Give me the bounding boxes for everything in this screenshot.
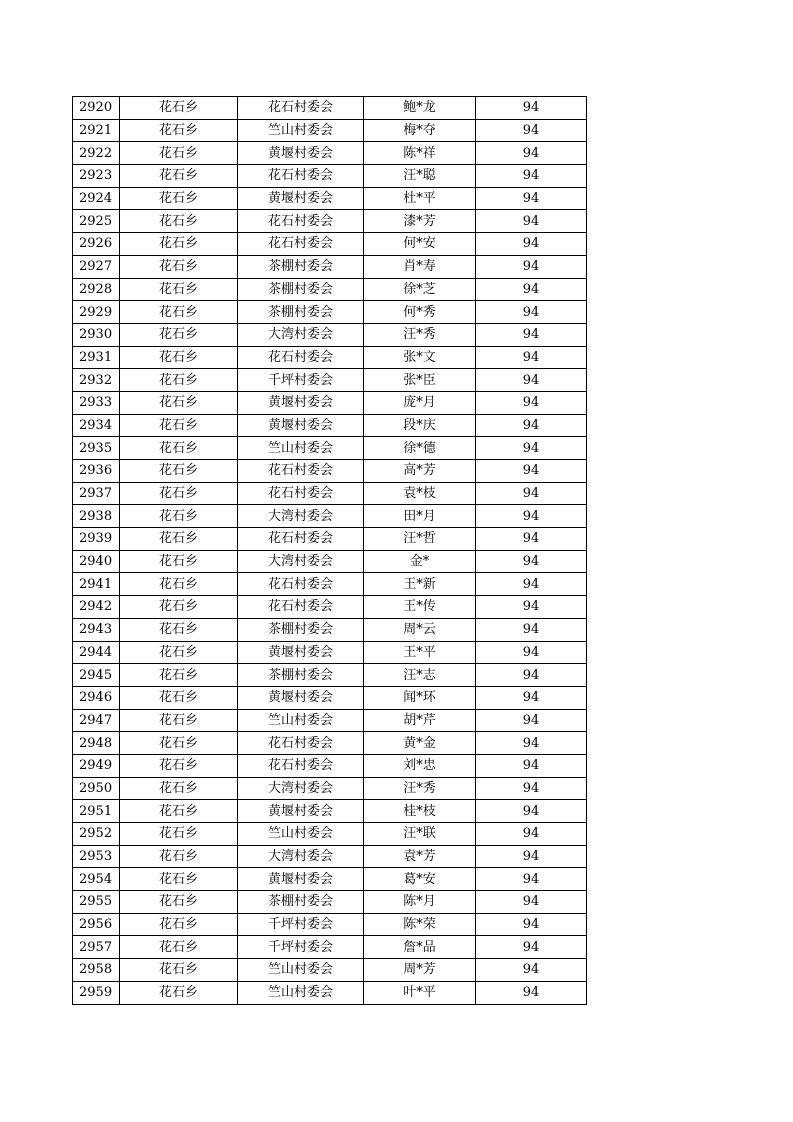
person-name-cell: 汪*聪 bbox=[364, 165, 476, 188]
score-cell: 94 bbox=[476, 301, 587, 324]
row-number-cell: 2954 bbox=[73, 868, 120, 891]
person-name-cell: 漆*芳 bbox=[364, 210, 476, 233]
person-name-cell: 徐*芝 bbox=[364, 278, 476, 301]
score-cell: 94 bbox=[476, 777, 587, 800]
row-number-cell: 2923 bbox=[73, 165, 120, 188]
township-cell: 花石乡 bbox=[120, 255, 238, 278]
score-cell: 94 bbox=[476, 414, 587, 437]
table-row bbox=[73, 142, 587, 165]
row-number-cell: 2925 bbox=[73, 210, 120, 233]
table-row bbox=[73, 981, 587, 1004]
person-name-cell: 叶*平 bbox=[364, 981, 476, 1004]
table-row bbox=[73, 323, 587, 346]
village-committee-cell: 黄堰村委会 bbox=[238, 686, 364, 709]
township-cell: 花石乡 bbox=[120, 142, 238, 165]
township-cell: 花石乡 bbox=[120, 959, 238, 982]
row-number-cell: 2924 bbox=[73, 187, 120, 210]
score-cell: 94 bbox=[476, 891, 587, 914]
table-row bbox=[73, 505, 587, 528]
village-committee-cell: 大湾村委会 bbox=[238, 777, 364, 800]
row-number-cell: 2929 bbox=[73, 301, 120, 324]
person-name-cell: 田*月 bbox=[364, 505, 476, 528]
village-committee-cell: 千坪村委会 bbox=[238, 936, 364, 959]
row-number-cell: 2935 bbox=[73, 437, 120, 460]
score-cell: 94 bbox=[476, 959, 587, 982]
village-committee-cell: 茶棚村委会 bbox=[238, 301, 364, 324]
table-row bbox=[73, 97, 587, 120]
township-cell: 花石乡 bbox=[120, 754, 238, 777]
row-number-cell: 2939 bbox=[73, 528, 120, 551]
table-row bbox=[73, 596, 587, 619]
score-cell: 94 bbox=[476, 732, 587, 755]
score-cell: 94 bbox=[476, 482, 587, 505]
person-name-cell: 何*安 bbox=[364, 233, 476, 256]
township-cell: 花石乡 bbox=[120, 732, 238, 755]
village-committee-cell: 花石村委会 bbox=[238, 165, 364, 188]
township-cell: 花石乡 bbox=[120, 346, 238, 369]
township-cell: 花石乡 bbox=[120, 119, 238, 142]
table-row bbox=[73, 210, 587, 233]
person-name-cell: 段*庆 bbox=[364, 414, 476, 437]
person-name-cell: 肖*寿 bbox=[364, 255, 476, 278]
row-number-cell: 2937 bbox=[73, 482, 120, 505]
township-cell: 花石乡 bbox=[120, 505, 238, 528]
person-name-cell: 周*云 bbox=[364, 618, 476, 641]
score-cell: 94 bbox=[476, 981, 587, 1004]
table-row bbox=[73, 414, 587, 437]
village-committee-cell: 茶棚村委会 bbox=[238, 891, 364, 914]
table-row bbox=[73, 845, 587, 868]
table-row bbox=[73, 709, 587, 732]
score-cell: 94 bbox=[476, 686, 587, 709]
township-cell: 花石乡 bbox=[120, 528, 238, 551]
score-cell: 94 bbox=[476, 664, 587, 687]
person-name-cell: 何*秀 bbox=[364, 301, 476, 324]
township-cell: 花石乡 bbox=[120, 437, 238, 460]
person-name-cell: 陈*月 bbox=[364, 891, 476, 914]
person-name-cell: 汪*秀 bbox=[364, 323, 476, 346]
township-cell: 花石乡 bbox=[120, 460, 238, 483]
row-number-cell: 2952 bbox=[73, 823, 120, 846]
township-cell: 花石乡 bbox=[120, 278, 238, 301]
table-row bbox=[73, 641, 587, 664]
village-committee-cell: 大湾村委会 bbox=[238, 505, 364, 528]
person-name-cell: 刘*忠 bbox=[364, 754, 476, 777]
person-name-cell: 鲍*龙 bbox=[364, 97, 476, 120]
row-number-cell: 2956 bbox=[73, 913, 120, 936]
table-row bbox=[73, 165, 587, 188]
table-row bbox=[73, 732, 587, 755]
score-cell: 94 bbox=[476, 369, 587, 392]
person-name-cell: 陈*荣 bbox=[364, 913, 476, 936]
table-row bbox=[73, 777, 587, 800]
row-number-cell: 2940 bbox=[73, 550, 120, 573]
row-number-cell: 2944 bbox=[73, 641, 120, 664]
village-committee-cell: 花石村委会 bbox=[238, 596, 364, 619]
village-committee-cell: 黄堰村委会 bbox=[238, 187, 364, 210]
township-cell: 花石乡 bbox=[120, 664, 238, 687]
table-row bbox=[73, 754, 587, 777]
village-committee-cell: 花石村委会 bbox=[238, 210, 364, 233]
village-committee-cell: 茶棚村委会 bbox=[238, 255, 364, 278]
person-name-cell: 汪*秀 bbox=[364, 777, 476, 800]
village-committee-cell: 黄堰村委会 bbox=[238, 414, 364, 437]
table-row bbox=[73, 301, 587, 324]
township-cell: 花石乡 bbox=[120, 323, 238, 346]
row-number-cell: 2950 bbox=[73, 777, 120, 800]
score-cell: 94 bbox=[476, 460, 587, 483]
person-name-cell: 庞*月 bbox=[364, 391, 476, 414]
township-cell: 花石乡 bbox=[120, 823, 238, 846]
table-row bbox=[73, 482, 587, 505]
score-cell: 94 bbox=[476, 573, 587, 596]
person-name-cell: 张*文 bbox=[364, 346, 476, 369]
village-committee-cell: 黄堰村委会 bbox=[238, 142, 364, 165]
row-number-cell: 2947 bbox=[73, 709, 120, 732]
table-row bbox=[73, 618, 587, 641]
township-cell: 花石乡 bbox=[120, 573, 238, 596]
row-number-cell: 2951 bbox=[73, 800, 120, 823]
person-name-cell: 葛*安 bbox=[364, 868, 476, 891]
township-cell: 花石乡 bbox=[120, 891, 238, 914]
row-number-cell: 2931 bbox=[73, 346, 120, 369]
table-body bbox=[73, 97, 587, 1005]
village-committee-cell: 黄堰村委会 bbox=[238, 641, 364, 664]
table-row bbox=[73, 528, 587, 551]
row-number-cell: 2959 bbox=[73, 981, 120, 1004]
township-cell: 花石乡 bbox=[120, 550, 238, 573]
township-cell: 花石乡 bbox=[120, 596, 238, 619]
village-committee-cell: 茶棚村委会 bbox=[238, 664, 364, 687]
village-committee-cell: 花石村委会 bbox=[238, 528, 364, 551]
table-row bbox=[73, 255, 587, 278]
village-committee-cell: 花石村委会 bbox=[238, 754, 364, 777]
row-number-cell: 2930 bbox=[73, 323, 120, 346]
row-number-cell: 2946 bbox=[73, 686, 120, 709]
table-row bbox=[73, 346, 587, 369]
row-number-cell: 2932 bbox=[73, 369, 120, 392]
village-committee-cell: 千坪村委会 bbox=[238, 369, 364, 392]
township-cell: 花石乡 bbox=[120, 482, 238, 505]
village-committee-cell: 大湾村委会 bbox=[238, 550, 364, 573]
score-cell: 94 bbox=[476, 709, 587, 732]
township-cell: 花石乡 bbox=[120, 936, 238, 959]
table-row bbox=[73, 868, 587, 891]
score-cell: 94 bbox=[476, 165, 587, 188]
score-cell: 94 bbox=[476, 437, 587, 460]
person-name-cell: 闻*环 bbox=[364, 686, 476, 709]
village-committee-cell: 竺山村委会 bbox=[238, 709, 364, 732]
village-committee-cell: 黄堰村委会 bbox=[238, 868, 364, 891]
township-cell: 花石乡 bbox=[120, 301, 238, 324]
score-cell: 94 bbox=[476, 800, 587, 823]
row-number-cell: 2922 bbox=[73, 142, 120, 165]
table-row bbox=[73, 686, 587, 709]
row-number-cell: 2949 bbox=[73, 754, 120, 777]
person-name-cell: 周*芳 bbox=[364, 959, 476, 982]
village-committee-cell: 竺山村委会 bbox=[238, 959, 364, 982]
table-row bbox=[73, 187, 587, 210]
table-row bbox=[73, 573, 587, 596]
person-name-cell: 杜*平 bbox=[364, 187, 476, 210]
village-committee-cell: 茶棚村委会 bbox=[238, 618, 364, 641]
score-cell: 94 bbox=[476, 528, 587, 551]
table-row bbox=[73, 437, 587, 460]
village-committee-cell: 大湾村委会 bbox=[238, 323, 364, 346]
table-row bbox=[73, 369, 587, 392]
score-cell: 94 bbox=[476, 913, 587, 936]
village-committee-cell: 花石村委会 bbox=[238, 97, 364, 120]
person-name-cell: 王*平 bbox=[364, 641, 476, 664]
person-name-cell: 袁*芳 bbox=[364, 845, 476, 868]
row-number-cell: 2920 bbox=[73, 97, 120, 120]
table-row bbox=[73, 550, 587, 573]
row-number-cell: 2948 bbox=[73, 732, 120, 755]
row-number-cell: 2938 bbox=[73, 505, 120, 528]
village-committee-cell: 竺山村委会 bbox=[238, 823, 364, 846]
village-committee-cell: 花石村委会 bbox=[238, 233, 364, 256]
score-cell: 94 bbox=[476, 119, 587, 142]
score-cell: 94 bbox=[476, 868, 587, 891]
table-row bbox=[73, 391, 587, 414]
village-committee-cell: 千坪村委会 bbox=[238, 913, 364, 936]
township-cell: 花石乡 bbox=[120, 641, 238, 664]
score-cell: 94 bbox=[476, 255, 587, 278]
village-committee-cell: 茶棚村委会 bbox=[238, 278, 364, 301]
village-committee-cell: 花石村委会 bbox=[238, 573, 364, 596]
row-number-cell: 2955 bbox=[73, 891, 120, 914]
township-cell: 花石乡 bbox=[120, 414, 238, 437]
score-cell: 94 bbox=[476, 323, 587, 346]
row-number-cell: 2957 bbox=[73, 936, 120, 959]
person-name-cell: 王*传 bbox=[364, 596, 476, 619]
township-cell: 花石乡 bbox=[120, 187, 238, 210]
person-name-cell: 高*芳 bbox=[364, 460, 476, 483]
row-number-cell: 2927 bbox=[73, 255, 120, 278]
row-number-cell: 2945 bbox=[73, 664, 120, 687]
person-name-cell: 汪*志 bbox=[364, 664, 476, 687]
score-cell: 94 bbox=[476, 346, 587, 369]
township-cell: 花石乡 bbox=[120, 777, 238, 800]
row-number-cell: 2941 bbox=[73, 573, 120, 596]
row-number-cell: 2933 bbox=[73, 391, 120, 414]
person-name-cell: 袁*枝 bbox=[364, 482, 476, 505]
score-cell: 94 bbox=[476, 754, 587, 777]
score-cell: 94 bbox=[476, 210, 587, 233]
score-cell: 94 bbox=[476, 233, 587, 256]
township-cell: 花石乡 bbox=[120, 800, 238, 823]
village-committee-cell: 花石村委会 bbox=[238, 732, 364, 755]
person-name-cell: 黄*金 bbox=[364, 732, 476, 755]
row-number-cell: 2958 bbox=[73, 959, 120, 982]
row-number-cell: 2942 bbox=[73, 596, 120, 619]
person-name-cell: 张*臣 bbox=[364, 369, 476, 392]
person-name-cell: 金* bbox=[364, 550, 476, 573]
village-committee-cell: 竺山村委会 bbox=[238, 119, 364, 142]
village-committee-cell: 花石村委会 bbox=[238, 460, 364, 483]
score-cell: 94 bbox=[476, 278, 587, 301]
score-cell: 94 bbox=[476, 550, 587, 573]
row-number-cell: 2953 bbox=[73, 845, 120, 868]
person-name-cell: 桂*枝 bbox=[364, 800, 476, 823]
score-cell: 94 bbox=[476, 505, 587, 528]
township-cell: 花石乡 bbox=[120, 391, 238, 414]
township-cell: 花石乡 bbox=[120, 845, 238, 868]
score-cell: 94 bbox=[476, 391, 587, 414]
row-number-cell: 2928 bbox=[73, 278, 120, 301]
person-name-cell: 梅*夺 bbox=[364, 119, 476, 142]
table-row bbox=[73, 913, 587, 936]
score-cell: 94 bbox=[476, 596, 587, 619]
person-name-cell: 王*新 bbox=[364, 573, 476, 596]
score-cell: 94 bbox=[476, 618, 587, 641]
township-cell: 花石乡 bbox=[120, 233, 238, 256]
village-committee-cell: 花石村委会 bbox=[238, 482, 364, 505]
township-cell: 花石乡 bbox=[120, 981, 238, 1004]
table-row bbox=[73, 119, 587, 142]
person-name-cell: 汪*哲 bbox=[364, 528, 476, 551]
township-cell: 花石乡 bbox=[120, 97, 238, 120]
township-cell: 花石乡 bbox=[120, 618, 238, 641]
table-row bbox=[73, 278, 587, 301]
village-committee-cell: 花石村委会 bbox=[238, 346, 364, 369]
township-cell: 花石乡 bbox=[120, 686, 238, 709]
row-number-cell: 2936 bbox=[73, 460, 120, 483]
score-cell: 94 bbox=[476, 187, 587, 210]
table-row bbox=[73, 233, 587, 256]
person-name-cell: 徐*德 bbox=[364, 437, 476, 460]
township-cell: 花石乡 bbox=[120, 868, 238, 891]
score-cell: 94 bbox=[476, 823, 587, 846]
row-number-cell: 2926 bbox=[73, 233, 120, 256]
person-name-cell: 陈*祥 bbox=[364, 142, 476, 165]
village-committee-cell: 竺山村委会 bbox=[238, 437, 364, 460]
village-committee-cell: 竺山村委会 bbox=[238, 981, 364, 1004]
person-name-cell: 胡*芹 bbox=[364, 709, 476, 732]
score-cell: 94 bbox=[476, 936, 587, 959]
score-cell: 94 bbox=[476, 97, 587, 120]
person-name-cell: 汪*联 bbox=[364, 823, 476, 846]
table-row bbox=[73, 959, 587, 982]
row-number-cell: 2921 bbox=[73, 119, 120, 142]
data-table bbox=[72, 96, 587, 1005]
township-cell: 花石乡 bbox=[120, 913, 238, 936]
person-name-cell: 詹*品 bbox=[364, 936, 476, 959]
score-cell: 94 bbox=[476, 142, 587, 165]
township-cell: 花石乡 bbox=[120, 210, 238, 233]
row-number-cell: 2943 bbox=[73, 618, 120, 641]
township-cell: 花石乡 bbox=[120, 709, 238, 732]
table-row bbox=[73, 936, 587, 959]
township-cell: 花石乡 bbox=[120, 165, 238, 188]
score-cell: 94 bbox=[476, 845, 587, 868]
table-row bbox=[73, 460, 587, 483]
village-committee-cell: 黄堰村委会 bbox=[238, 800, 364, 823]
score-cell: 94 bbox=[476, 641, 587, 664]
table-row bbox=[73, 823, 587, 846]
row-number-cell: 2934 bbox=[73, 414, 120, 437]
village-committee-cell: 大湾村委会 bbox=[238, 845, 364, 868]
village-committee-cell: 黄堰村委会 bbox=[238, 391, 364, 414]
township-cell: 花石乡 bbox=[120, 369, 238, 392]
table-row bbox=[73, 800, 587, 823]
table-row bbox=[73, 891, 587, 914]
table-row bbox=[73, 664, 587, 687]
